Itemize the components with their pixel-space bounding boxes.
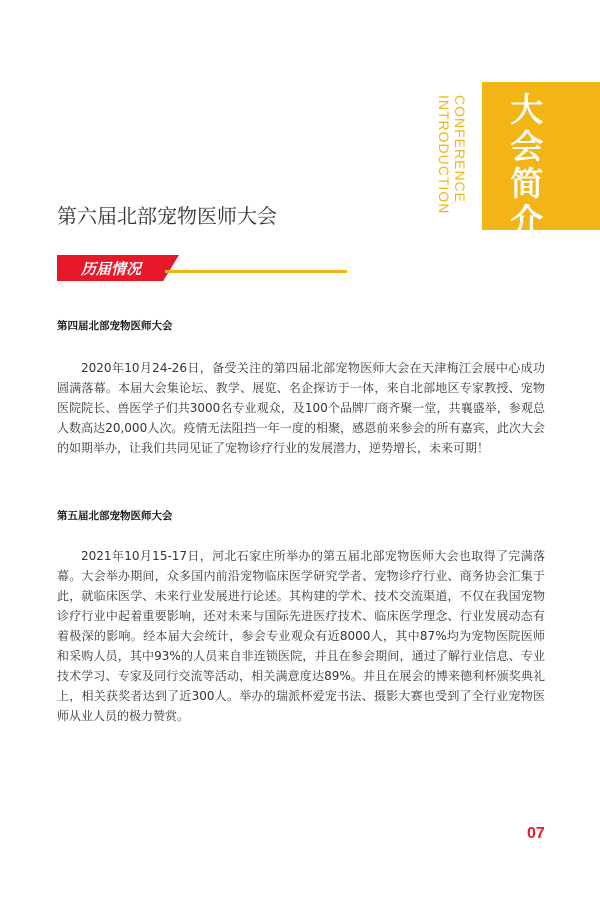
vertical-subtitle-line1: CONFERENCE xyxy=(452,95,468,204)
section-underline xyxy=(165,270,347,273)
entry-heading-4th: 第四届北部宠物医师大会 xyxy=(57,320,173,332)
section-tab-label: 历届情况 xyxy=(81,260,142,278)
entry-text-4th: 2020年10月24-26日，备受关注的第四届北部宠物医师大会在天津梅江会展中心成功圆满落幕。本届大会集论坛、教学、展览、名企探访于一体，来自北部地区专家教授、宠物医院院长、兽医学子们共3000名专业观众，及100个品牌厂商齐聚一堂，共襄盛举，参观总人数高达20,000人次。疫情无法阻挡一年一度的相聚，感恩前来参会的所有嘉宾，此次大会的如期举办，让我们共同见证了宠物诊疗行业的发展潜力，逆势增长，未来可期！ xyxy=(57,361,545,455)
page-number: 07 xyxy=(527,825,545,842)
entry-heading-5th: 第五届北部宠物医师大会 xyxy=(57,510,173,522)
entry-text-5th: 2021年10月15-17日，河北石家庄所举办的第五届北部宠物医师大会也取得了完满落幕。大会举办期间，众多国内前沿宠物临床医学研究学者、宠物诊疗行业、商务协会汇集于此，就临床医学、未来行业发展进行论述。其构建的学术、技术交流渠道，不仅在我国宠物诊疗行业中起着重要影响，还对未来与国际先进医疗技术、临床医学理念、行业发展动态有着极深的影响。经本届大会统计，参会专业观众有近8000人，其中87%均为宠物医院医师和采购人员，其中93%的人员来自非连锁医院，并且在参会期间，通过了解行业信息、专业技术学习、专家及同行交流等活动，相关满意度达89%。并且在展会的博来德利杯颁奖典礼上，相关获奖者达到了近300人。举办的瑞派杯爱宠书法、摄影大赛也受到了全行业宠物医师从业人员的极力赞赏。 xyxy=(57,549,545,723)
vertical-subtitle xyxy=(436,95,468,214)
page-title: 第六届北部宠物医师大会 xyxy=(57,204,277,228)
vertical-title: 大会简介 xyxy=(505,92,545,240)
vertical-subtitle-line2: INTRODUCTION xyxy=(436,95,452,215)
